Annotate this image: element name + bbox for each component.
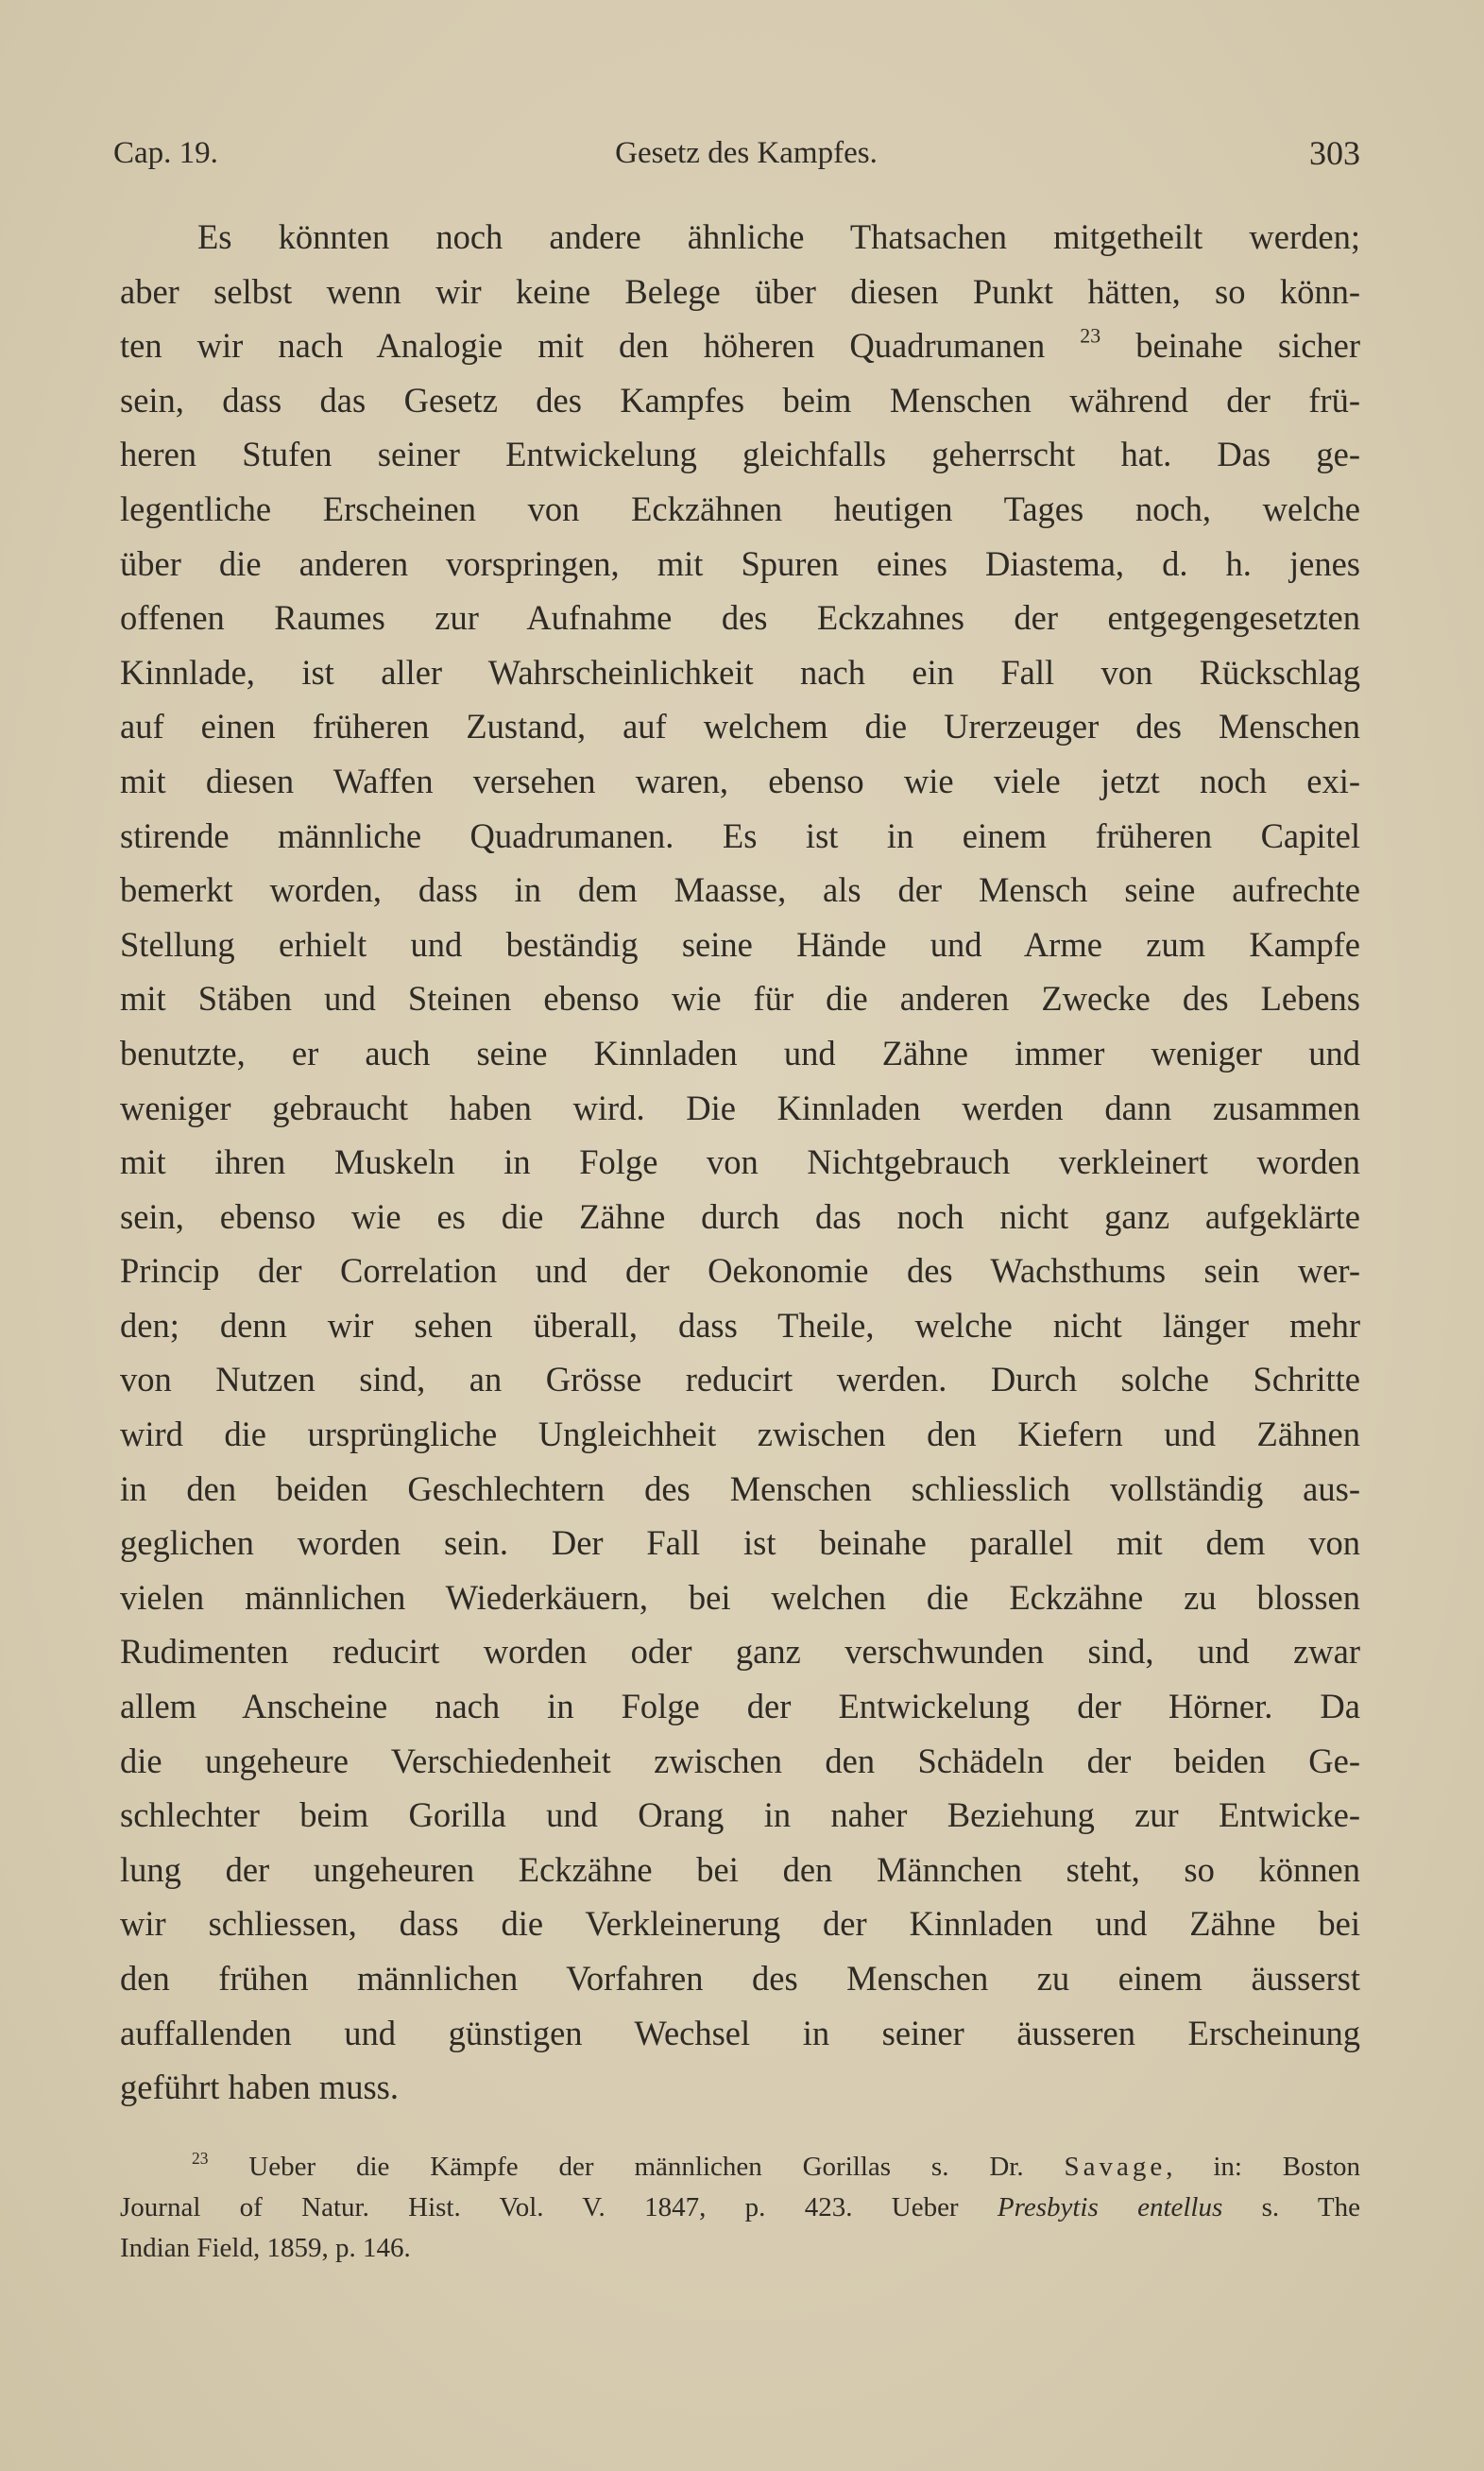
text-line: stirende männliche Quadrumanen. Es ist in einem früheren Capitel xyxy=(120,815,1360,855)
footnote-line: Indian Field, 1859, p. 146. xyxy=(120,2233,411,2263)
text-line: wir schliessen, dass die Verkleinerung der Kinnladen und Zähne bei xyxy=(120,1904,1360,1944)
footnote-text: Journal of Natur. Hist. Vol. V. 1847, p. 423. Ueber xyxy=(120,2192,959,2222)
text-line: den frühen männlichen Vorfahren des Menschen zu einem äusserst xyxy=(120,1959,1360,1998)
footnote-text: , in: Boston xyxy=(1166,2152,1360,2182)
text-line: benutzte, er auch seine Kinnladen und Zähne immer weniger und xyxy=(120,1033,1360,1072)
text-line: aber selbst wenn wir keine Belege über diesen Punkt hätten, so könn- xyxy=(120,271,1360,311)
footnote-text: Ueber die Kämpfe der männlichen Gorillas s. Dr. xyxy=(248,2152,1024,2182)
text-line: schlechter beim Gorilla und Orang in naher Beziehung zur Entwicke- xyxy=(120,1795,1360,1835)
text-line: Princip der Correlation und der Oekonomie des Wachsthums sein wer- xyxy=(120,1251,1360,1291)
text-line: legentliche Erscheinen von Eckzähnen heutigen Tages noch, welche xyxy=(120,489,1360,528)
text-line: über die anderen vorspringen, mit Spuren eines Diastema, d. h. jenes xyxy=(120,543,1360,583)
text-line: in den beiden Geschlechtern des Menschen schliesslich vollständig aus- xyxy=(120,1468,1360,1508)
main-paragraph xyxy=(120,210,1360,2115)
text-line: auf einen früheren Zustand, auf welchem die Urerzeuger des Menschen xyxy=(120,707,1360,746)
text-line: den; denn wir sehen überall, dass Theile, welche nicht länger mehr xyxy=(120,1305,1360,1345)
running-header xyxy=(113,134,1360,172)
text-line: allem Anscheine nach in Folge der Entwickelung der Hörner. Da xyxy=(120,1687,1360,1726)
text-line: heren Stufen seiner Entwickelung gleichfalls geherrscht hat. Das ge- xyxy=(120,435,1360,474)
footnote-text: s. The xyxy=(1261,2192,1360,2222)
text-fragment: beinahe sicher xyxy=(1135,326,1360,366)
chapter-label: Cap. 19. xyxy=(113,136,218,170)
text-line: weniger gebraucht haben wird. Die Kinnladen werden dann zusammen xyxy=(120,1088,1360,1127)
text-line: Es könnten noch andere ähnliche Thatsachen mitgetheilt werden; xyxy=(197,217,1360,256)
footnote xyxy=(120,2147,1360,2269)
text-line: offenen Raumes zur Aufnahme des Eckzahnes der entgegengesetzten xyxy=(120,598,1360,638)
text-line: bemerkt worden, dass in dem Maasse, als der Mensch seine aufrechte xyxy=(120,870,1360,910)
footnote-line xyxy=(120,2147,1360,2188)
text-line: mit ihren Muskeln in Folge von Nichtgebrauch verkleinert worden xyxy=(120,1142,1360,1182)
text-line: sein, dass das Gesetz des Kampfes beim Menschen während der frü- xyxy=(120,380,1360,420)
text-line: mit diesen Waffen versehen waren, ebenso wie viele jetzt noch exi- xyxy=(120,761,1360,800)
text-line: vielen männlichen Wiederkäuern, bei welchen die Eckzähne zu blossen xyxy=(120,1577,1360,1617)
text-line: geführt haben muss. xyxy=(120,2068,399,2107)
text-line: lung der ungeheuren Eckzähne bei den Männchen steht, so können xyxy=(120,1849,1360,1889)
text-line: wird die ursprüngliche Ungleichheit zwischen den Kiefern und Zähnen xyxy=(120,1415,1360,1454)
text-line: Rudimenten reducirt worden oder ganz verschwunden sind, und zwar xyxy=(120,1632,1360,1672)
text-line: von Nutzen sind, an Grösse reducirt werden. Durch solche Schritte xyxy=(120,1360,1360,1399)
species-name: Presbytis entellus xyxy=(997,2192,1223,2222)
text-line: mit Stäben und Steinen ebenso wie für die anderen Zwecke des Lebens xyxy=(120,979,1360,1019)
footnote-marker: 23 xyxy=(192,2148,209,2168)
page-number: 303 xyxy=(1309,134,1360,172)
footnote-reference[interactable]: 23 xyxy=(1080,323,1101,348)
text-fragment: ten wir nach Analogie mit den höheren Quadrumanen xyxy=(120,326,1046,366)
text-line: geglichen worden sein. Der Fall ist beinahe parallel mit dem von xyxy=(120,1523,1360,1563)
text-line: sein, ebenso wie es die Zähne durch das noch nicht ganz aufgeklärte xyxy=(120,1196,1360,1236)
footnote-line xyxy=(120,2188,1360,2228)
author-name: Savage xyxy=(1064,2152,1167,2182)
text-line: auffallenden und günstigen Wechsel in seiner äusseren Erscheinung xyxy=(120,2013,1360,2052)
text-line-with-footnote-ref xyxy=(120,318,1360,373)
text-line: Stellung erhielt und beständig seine Hände und Arme zum Kampfe xyxy=(120,924,1360,964)
text-line: Kinnlade, ist aller Wahrscheinlichkeit nach ein Fall von Rückschlag xyxy=(120,652,1360,692)
text-line: die ungeheure Verschiedenheit zwischen den Schädeln der beiden Ge- xyxy=(120,1741,1360,1780)
running-title: Gesetz des Kampfes. xyxy=(615,136,878,170)
